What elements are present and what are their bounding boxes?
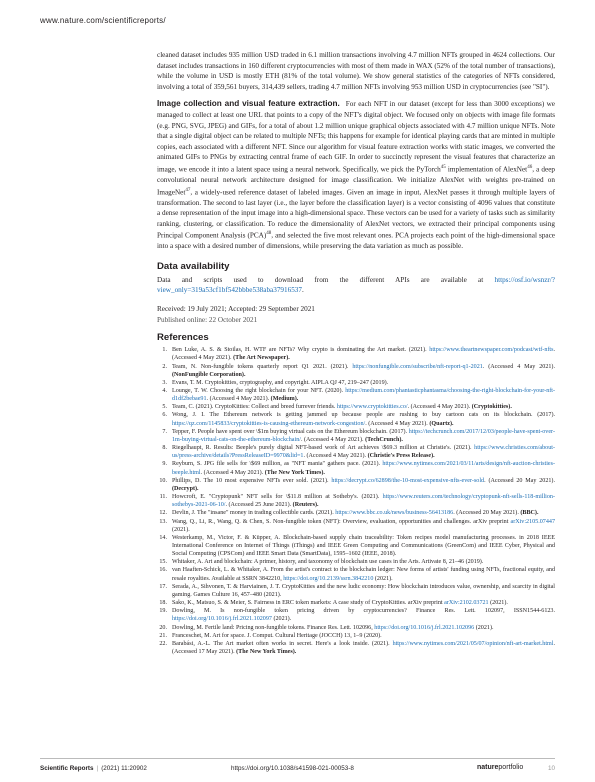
reference-link[interactable]: https://www.reuters.com/technology/cryptopunk-nft-sells-118-million-sothebys-2021-06-10/ [172, 494, 555, 509]
reference-text [172, 599, 555, 607]
reference-link[interactable]: https://medium.com/phantasticphantasma/choosing-the-right-blockchain-for-your-nft-d1df2bebae91 [172, 388, 555, 403]
reference-number: 11. [159, 494, 167, 501]
reference-source: (Christie's Press Release). [367, 453, 435, 460]
reference-text [172, 387, 555, 403]
image-collection-heading: Image collection and visual feature extraction. [157, 99, 340, 109]
article-dates [157, 304, 555, 325]
reference-source: (TechCrunch). [365, 436, 403, 443]
reference-item [157, 477, 555, 493]
reference-text [172, 509, 555, 517]
footer-journal-name: Scientific Reports [40, 765, 94, 772]
reference-item [157, 518, 555, 534]
reference-number: 22. [159, 640, 167, 647]
reference-citation: Tepper, F. People have spent over \$1m buying virtual cats on the Ethereum blockchain. (2017). [172, 428, 409, 435]
reference-number: 17. [159, 583, 167, 590]
reference-item [157, 640, 555, 656]
reference-access-note: . (Accessed 4 May 2021). [407, 404, 472, 411]
reference-number: 3. [162, 379, 167, 386]
reference-access-note: . (Accessed 4 May 2021). [482, 363, 555, 370]
reference-citation: Reyburn, S. JPG file sells for \$69 million, as "NFT mania" gathers pace. (2021). [172, 461, 383, 468]
reference-item [157, 403, 555, 411]
reference-text [172, 379, 555, 387]
reference-link[interactable]: https://doi.org/10.2139/ssrn.3842210 [283, 575, 374, 582]
reference-item [157, 444, 555, 460]
reference-text [172, 444, 555, 460]
reference-citation: van Haaften-Schick, L. & Whitaker, A. From the artist's contract to the blockchain ledger: New forms of artists' funding using NFTs, fractional equity, and resale royalties. Available at SSRN 3842210, [172, 567, 555, 582]
footer-divider [40, 758, 555, 759]
intro-paragraph: cleaned dataset includes 935 million USD traded in 6.1 million transactions involving 4.7 million NFTs grouped in 4624 collections. Our dataset includes transactions in 160 different cryptocurrencies with most of them made in WAX (52% of the total number of transactions), while the volume in USD is mostly ETH (81% of the total volume). We show general statistics of the categories of NFTs considered, involving a total of 359,561 buyers, 314,439 sellers, trading 4.7 million NFTs involving 953 million USD in cryptocurrencies (see "SI"). [157, 51, 555, 91]
reference-number: 19. [159, 608, 167, 615]
reference-link[interactable]: https://doi.org/10.1016/j.frl.2021.102096 [374, 624, 475, 631]
reference-citation: Barabási, A.-L. The Art market often works in secret. Here's a look inside. (2021). [172, 640, 393, 647]
reference-item [157, 346, 555, 362]
brand-nature: nature [477, 764, 499, 771]
reference-citation: Serada, A., Sihvonen, T. & Harviainen, J. T. CryptoKitties and the new ludic economy: How blockchain introduces value, ownership, and scarcity in digital gaming. Games Culture 16, 457–480 (2021). [172, 583, 555, 598]
reference-text [172, 640, 555, 656]
reference-link[interactable]: https://www.nytimes.com/2021/03/11/arts/design/nft-auction-christies-beeple.html [172, 461, 555, 476]
reference-item [157, 379, 555, 387]
reference-text [172, 518, 555, 534]
brand-portfolio: portfolio [498, 764, 524, 771]
reference-source: (The Art Newspaper). [233, 355, 290, 362]
ref-48-citation[interactable]: 48 [266, 231, 272, 237]
data-availability-end: . [301, 286, 304, 295]
reference-citation: Howcroft, E. "Cryptopunk" NFT sells for \$11.8 million at Sotheby's. (2021). [172, 494, 383, 501]
reference-access-note: . (Accessed 4 May 2021). [172, 347, 555, 362]
footer-separator: | [96, 765, 99, 772]
ref-46-citation[interactable]: 46 [527, 164, 533, 170]
reference-number: 1. [162, 347, 167, 354]
reference-text [172, 403, 555, 411]
reference-text [172, 558, 555, 566]
reference-citation: Team, N. Non-fungible tokens quarterly report Q1 2021. (2021). [172, 363, 353, 370]
reference-text [172, 583, 555, 599]
reference-item [157, 566, 555, 582]
reference-item [157, 363, 555, 379]
reference-citation: Wang, Q., Li, R., Wang, Q. & Chen, S. Non-fungible token (NFT): Overview, evaluation, opportunities and challenges. arXiv preprint [172, 518, 511, 525]
reference-citation: Dowling, M. Is non-fungible token pricing driven by cryptocurrencies? Finance Res. Lett. 102097, ISSN1544-6123. [172, 608, 555, 615]
reference-citation: Franceschet, M. Art for space. J. Comput. Cultural Heritage (JOCCH) 13, 1–9 (2020). [172, 632, 382, 639]
reference-citation: Sako, K., Matsuo, S. & Meier, S. Fairness in ERC token markets: A case study of CryptoKitties. arXiv preprint [172, 600, 445, 607]
reference-access-note: . (Accessed 4 May 2021). [365, 420, 430, 427]
reference-number: 12. [159, 510, 167, 517]
reference-citation: Team, C. (2021). CryptoKitties: Collect and breed furrever friends. [172, 404, 337, 411]
data-availability-paragraph [157, 275, 555, 296]
reference-number: 18. [159, 600, 167, 607]
reference-source: (NonFungible Corporation). [172, 371, 246, 378]
reference-citation: Westerkamp, M., Victor, F. & Küpper, A. Blockchain-based supply chain traceability: Token recipes model manufacturing processes. in 2018 IEEE International Conference on Internet of Things (iThings) and IEEE Green Computing and Communications (GreenCom) and IEEE Cyber, Physical and Social Computing (CPSCom) and IEEE Smart Data (SmartData), 1595–1602 (IEEE, 2018). [172, 534, 555, 558]
reference-source: (The New York Times). [236, 649, 297, 656]
reference-number: 20. [159, 624, 167, 631]
reference-number: 8. [162, 445, 167, 452]
reference-access-note: (2021). [172, 526, 190, 533]
reference-item [157, 493, 555, 509]
reference-access-note: . (Accessed 4 May 2021). [300, 436, 366, 443]
reference-text [172, 566, 555, 582]
reference-item [157, 583, 555, 599]
reference-number: 14. [159, 534, 167, 541]
reference-citation: Evans, T. M. Cryptokitties, cryptography, and copyright. AIPLA QJ 47, 219–247 (2019). [172, 379, 389, 386]
reference-number: 6. [162, 412, 167, 419]
reference-citation: Riegelhaupt, R. Results: Beeple's purely digital NFT-based work of Art achieves \$69.3 million at Christie's. (2021). [172, 445, 475, 452]
reference-source: (Decrypt). [172, 485, 199, 492]
reference-number: 10. [159, 477, 167, 484]
footer-doi-link[interactable]: https://doi.org/10.1038/s41598-021-00053-8 [231, 765, 354, 772]
references-heading: References [157, 332, 209, 344]
reference-link[interactable]: https://qz.com/1145833/cryptokitties-is-causing-ethereum-network-congestion/ [172, 420, 366, 427]
reference-number: 5. [162, 404, 167, 411]
reference-text [172, 493, 555, 509]
reference-text [172, 428, 555, 444]
footer-volume: (2021) 11:20902 [101, 765, 147, 772]
reference-link[interactable]: https://www.cryptokitties.co/ [336, 404, 408, 411]
image-text-3: , a deep convolutional neural network architecture designed for image classification. We initialize AlexNet with weights pre-trained on ImageNet [157, 165, 555, 196]
image-collection-paragraph [157, 99, 555, 251]
reference-citation: Ben Luke, A. S. & Stoilas, H. WTF are NFTs? Why crypto is dominating the Art market. (2021). [172, 347, 430, 354]
reference-access-note: . (Accessed 20 May 2021). [484, 477, 555, 484]
reference-link[interactable]: https://techcrunch.com/2017/12/03/people-have-spent-over-1m-buying-virtual-cats-on-the-ethereum-blockchain/ [172, 428, 555, 443]
reference-item [157, 534, 555, 558]
ref-45-citation[interactable]: 45 [440, 164, 446, 170]
reference-access-note: (2021). [474, 624, 494, 631]
reference-item [157, 607, 555, 623]
reference-citation: Whitaker, A. Art and blockchain: A primer, history, and taxonomy of blockchain use cases in the Arts. Artivate 8, 21–46 (2019). [172, 559, 484, 566]
osf-data-link[interactable]: https://osf.io/wsnzr/?view_only=319a53cf1bf542bbbe538aba37916537 [157, 275, 555, 295]
reference-number: 4. [162, 388, 167, 395]
reference-link[interactable]: https://doi.org/10.1016/j.frl.2021.102097 [172, 616, 272, 623]
reference-text [172, 346, 555, 362]
reference-access-note: . (Accessed 20 May 2021). [453, 510, 521, 517]
reference-link[interactable]: https://www.bbc.co.uk/news/business-56413186 [335, 510, 454, 517]
reference-item [157, 387, 555, 403]
reference-access-note: . (Accessed 25 June 2021). [225, 502, 293, 509]
reference-text [172, 534, 555, 558]
image-text-2: implementation of AlexNet [445, 165, 528, 174]
reference-text [172, 477, 555, 493]
reference-number: 7. [162, 428, 167, 435]
reference-access-note: . (Accessed 4 May 2021). [200, 469, 265, 476]
page-footer [40, 762, 555, 776]
image-text-1: For each NFT in our dataset (except for less than 3000 exceptions) we managed to collect at least one URL that points to a copy of the NFT's digital object. We focused only on objects with image file formats (e.g. PNG, SVG, JPEG) and GIFs, for a total of about 1.2 million unique graphical objects associated with 4.7 million unique NFTs. Note that a single digital object can be related to multiple NFTs; this happens for example for identical playing cards that are minted in multiple copies, each associated with a different NFT. Since our algorithm for visual feature extraction works with static images, we converted the animated GIFs to PNGs by extracting central frame of each GIF. In order to succinctly represent the visual features that characterize an image, we encode it into a latent space using a neural network. Specifically, we pick the PyTorch [157, 100, 555, 174]
reference-citation: Phillips, D. The 10 most expensive NFTs ever sold. (2021). [172, 477, 332, 484]
reference-item [157, 411, 555, 427]
reference-citation: Wong, J. I. The Ethereum network is getting jammed up because people are rushing to buy cartoon cats on its blockchain. (2017). [172, 412, 555, 419]
reference-number: 9. [162, 461, 167, 468]
reference-citation: Lounge, T. W. Choosing the right blockchain for your NFT. (2020). [172, 388, 346, 395]
reference-citation: Dowling, M. Fertile land: Pricing non-fungible tokens. Finance Res. Lett. 102096, [172, 624, 375, 631]
reference-text [172, 460, 555, 476]
reference-text [172, 632, 555, 640]
reference-access-note: . (Accessed 17 May 2021). [172, 640, 555, 656]
reference-link[interactable]: https://www.theartnewspaper.com/podcast/wtf-nfts [429, 347, 554, 354]
reference-source: (BBC). [520, 510, 539, 517]
reference-source: (The New York Times). [264, 469, 325, 476]
reference-list [157, 346, 555, 656]
article-body [157, 50, 555, 656]
page-number: 10 [547, 765, 555, 772]
reference-item [157, 624, 555, 632]
reference-number: 21. [159, 632, 167, 639]
data-availability-heading: Data availability [157, 260, 230, 272]
reference-access-note: (2021). [488, 600, 508, 607]
reference-item [157, 599, 555, 607]
reference-text [172, 607, 555, 623]
reference-link[interactable]: https://www.nytimes.com/2021/05/07/opinion/nft-art-market.html [392, 640, 554, 647]
published-date: Published online: 22 October 2021 [157, 315, 258, 324]
reference-item [157, 509, 555, 517]
reference-item [157, 558, 555, 566]
page-url[interactable]: www.nature.com/scientificreports/ [40, 16, 166, 25]
reference-source: (Medium). [270, 396, 299, 403]
received-accepted-date: Received: 19 July 2021; Accepted: 29 September 2021 [157, 305, 315, 314]
reference-link[interactable]: https://nonfungible.com/subscribe/nft-report-q1-2021 [352, 363, 483, 370]
reference-text [172, 624, 555, 632]
reference-number: 15. [159, 559, 167, 566]
reference-source: (Cryptokitties). [471, 404, 512, 411]
footer-journal [40, 765, 147, 772]
reference-text [172, 411, 555, 427]
image-text-4: , a widely-used reference dataset of labeled images. Given an image in input, AlexNet passes it through multiple layers of transformation. The second to last layer (i.e., the layer before the classification layer) is a vector consisting of 4096 values that constitute a dense representation of the input image into a high-dimensional space. These vectors can be used for a variety of tasks such as similarity ranking, clustering, or classification. To reduce the dimensionality of AlexNet vectors, we extracted their principal components using Principal Component Analysis (PCA) [157, 187, 555, 240]
reference-number: 2. [162, 363, 167, 370]
reference-access-note: (2021). [373, 575, 393, 582]
reference-item [157, 632, 555, 640]
reference-source: (Reuters). [292, 502, 319, 509]
reference-access-note: . (Accessed 4 May 2021). [206, 396, 271, 403]
reference-link[interactable]: arXiv:2105.07447 [510, 518, 555, 525]
data-availability-text: Data and scripts used to download from the different APIs are available at [157, 275, 495, 284]
image-text-5: , and selected the five most relevant ones. PCA projects each point of the high-dimensional space into a space with a desired number of dimensions, while preserving the data variation as much as possible. [157, 231, 555, 251]
reference-access-note: (2021). [271, 616, 292, 623]
reference-number: 16. [159, 567, 167, 574]
ref-47-citation[interactable]: 47 [185, 187, 191, 193]
reference-number: 13. [159, 518, 167, 525]
reference-item [157, 428, 555, 444]
reference-item [157, 460, 555, 476]
reference-citation: Devlin, J. The "insane" money in trading collectible cards. (2021). [172, 510, 336, 517]
nature-portfolio-logo [477, 764, 523, 771]
reference-link[interactable]: https://www.christies.com/about-us/press-archive/details?PressReleaseID=9970&lid=1 [172, 445, 555, 460]
reference-access-note: . (Accessed 4 May 2021). [303, 453, 368, 460]
reference-link[interactable]: arXiv:2102.03721 [444, 600, 489, 607]
reference-link[interactable]: https://decrypt.co/62898/the-10-most-expensive-nfts-ever-sold [331, 477, 485, 484]
reference-source: (Quartz). [429, 420, 454, 427]
reference-text [172, 363, 555, 379]
